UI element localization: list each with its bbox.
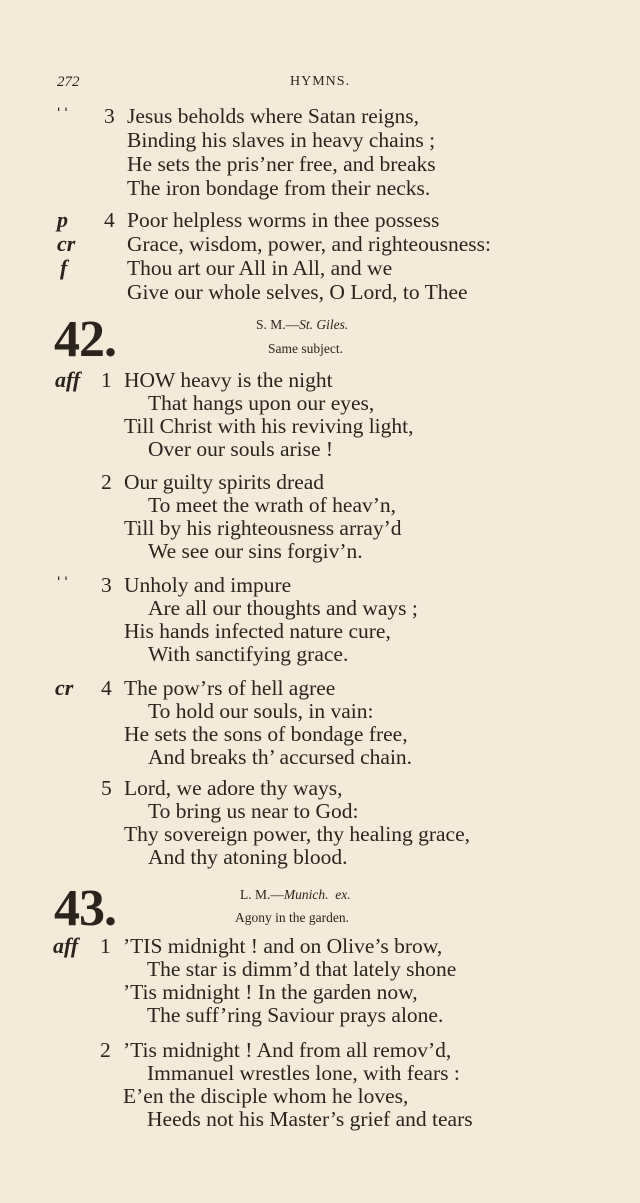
- tune-name: St. Giles.: [299, 317, 349, 332]
- verse-line: ’TIS midnight ! and on Olive’s brow,: [123, 934, 443, 958]
- verse-line: Unholy and impure: [124, 573, 292, 597]
- verse-line: Lord, we adore thy ways,: [124, 776, 343, 800]
- verse-line: Grace, wisdom, power, and righteousness:: [127, 232, 491, 256]
- stanza-number: 1: [100, 934, 111, 958]
- verse-line: Till by his righteousness array’d: [124, 516, 402, 540]
- dynamic-mark: cr: [57, 231, 76, 256]
- tune-suffix: ex.: [335, 887, 351, 902]
- verse-line: Are all our thoughts and ways ;: [148, 596, 418, 620]
- dynamic-mark: ˈˈ: [55, 572, 70, 597]
- dynamic-mark: ˈˈ: [55, 103, 70, 128]
- meter-line: [256, 317, 348, 333]
- meter-line: [240, 887, 351, 903]
- meter: S. M.—: [256, 317, 300, 332]
- stanza-number: 4: [104, 208, 115, 232]
- stanza-number: 3: [104, 104, 115, 128]
- verse-line: Poor helpless worms in thee possess: [127, 208, 440, 232]
- verse-line: HOW heavy is the night: [124, 368, 333, 392]
- hymn-subject: Same subject.: [268, 341, 343, 356]
- stanza-number: 2: [101, 470, 112, 494]
- verse-line: To bring us near to God:: [148, 799, 359, 823]
- stanza-number: 4: [101, 676, 112, 700]
- verse-line: ’Tis midnight ! And from all remov’d,: [123, 1038, 452, 1062]
- verse-line: Till Christ with his reviving light,: [124, 414, 414, 438]
- verse-line: ’Tis midnight ! In the garden now,: [123, 980, 418, 1004]
- verse-line: That hangs upon our eyes,: [148, 391, 375, 415]
- stanza-number: 3: [101, 573, 112, 597]
- verse-line: His hands infected nature cure,: [124, 619, 391, 643]
- verse-line: With sanctifying grace.: [148, 642, 349, 666]
- verse-line: The star is dimm’d that lately shone: [147, 957, 457, 981]
- page-number: 272: [57, 74, 80, 90]
- verse-line: Thou art our All in All, and we: [127, 256, 393, 280]
- running-header: HYMNS.: [290, 74, 351, 89]
- verse-line: Give our whole selves, O Lord, to Thee: [127, 280, 468, 304]
- verse-line: Heeds not his Master’s grief and tears: [147, 1107, 473, 1131]
- dynamic-mark: p: [57, 207, 68, 232]
- verse-line: Immanuel wrestles lone, with fears :: [147, 1061, 460, 1085]
- hymn-number: 42.: [54, 311, 116, 368]
- verse-line: The suff’ring Saviour prays alone.: [147, 1003, 444, 1027]
- dynamic-mark: f: [60, 255, 68, 280]
- dynamic-mark: aff: [55, 367, 81, 392]
- hymn-number: 43.: [54, 880, 116, 937]
- verse-line: And thy atoning blood.: [148, 845, 348, 869]
- verse-line: Our guilty spirits dread: [124, 470, 325, 494]
- verse-line: And breaks th’ accursed chain.: [148, 745, 413, 769]
- stanza-number: 5: [101, 776, 112, 800]
- tune-name: Munich.: [283, 887, 329, 902]
- verse-line: The iron bondage from their necks.: [127, 176, 431, 200]
- verse-line: He sets the pris’ner free, and breaks: [127, 152, 436, 176]
- hymn-subject: Agony in the garden.: [235, 910, 349, 925]
- verse-line: Binding his slaves in heavy chains ;: [127, 128, 436, 152]
- dynamic-mark: cr: [55, 675, 74, 700]
- verse-line: Thy sovereign power, thy healing grace,: [124, 822, 471, 846]
- verse-line: E’en the disciple whom he loves,: [123, 1084, 409, 1108]
- verse-line: Over our souls arise !: [148, 437, 334, 461]
- verse-line: Jesus beholds where Satan reigns,: [127, 104, 419, 128]
- stanza-number: 1: [101, 368, 112, 392]
- verse-line: To hold our souls, in vain:: [148, 699, 374, 723]
- verse-line: We see our sins forgiv’n.: [148, 539, 363, 563]
- meter: L. M.—: [240, 887, 284, 902]
- dynamic-mark: aff: [53, 933, 79, 958]
- stanza-number: 2: [100, 1038, 111, 1062]
- verse-line: The pow’rs of hell agree: [124, 676, 336, 700]
- verse-line: He sets the sons of bondage free,: [124, 722, 408, 746]
- verse-line: To meet the wrath of heav’n,: [148, 493, 397, 517]
